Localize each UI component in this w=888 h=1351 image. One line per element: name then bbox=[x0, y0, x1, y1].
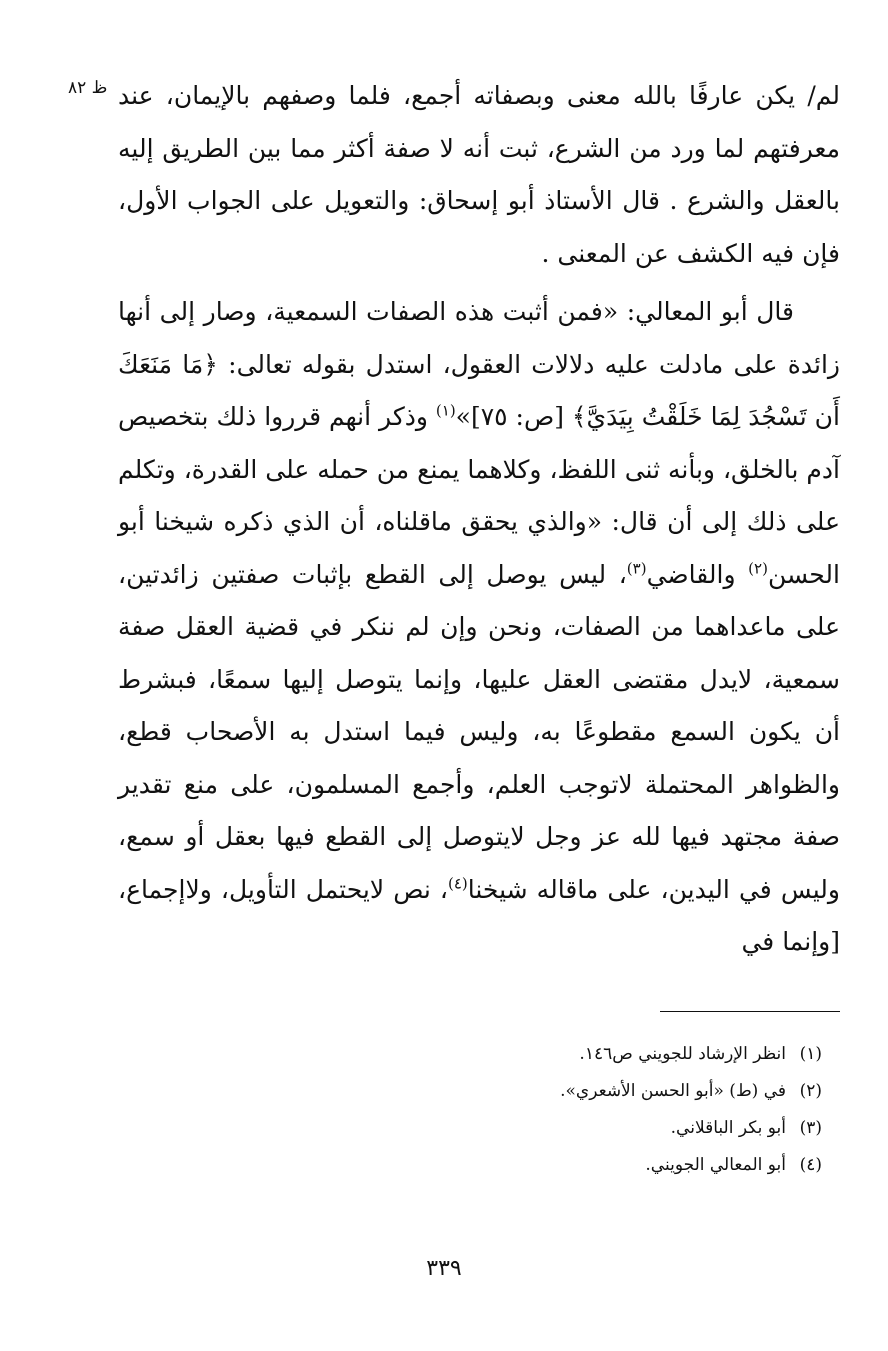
footnote-text: انظر الإرشاد للجويني ص١٤٦. bbox=[579, 1044, 786, 1064]
footnote-number: (٢) bbox=[799, 1081, 822, 1101]
footnote-ref-1[interactable]: (١) bbox=[435, 401, 456, 420]
margin-reference: ظ ٨٢ bbox=[68, 78, 108, 98]
footnote-3 bbox=[182, 1110, 822, 1147]
footnote-divider bbox=[660, 1011, 840, 1012]
main-text bbox=[118, 70, 840, 969]
footnote-number: (١) bbox=[799, 1044, 822, 1064]
footnotes-list bbox=[182, 1036, 822, 1184]
footnote-ref-4[interactable]: (٤) bbox=[447, 874, 468, 893]
footnote-number: (٤) bbox=[799, 1155, 822, 1175]
paragraph-1: لم/ يكن عارفًا بالله معنى وبصفاته أجمع، فلما وصفهم بالإيمان، عند معرفتهم لما ورد من الشرع، ثبت أنه لا صفة أكثر مما بين الطريق إليه بالعقل والشرع . قال الأستاذ أبو إسحاق: والتعويل على الجواب الأول، فإن فيه الكشف عن المعنى . bbox=[118, 81, 840, 268]
paragraph-2-part-3: والقاضي bbox=[646, 559, 749, 589]
footnote-4 bbox=[182, 1147, 822, 1184]
paragraph-2-part-4: ، ليس يوصل إلى القطع بإثبات صفتين زائدتين، على ماعداهما من الصفات، ونحن وإن لم ننكر في قضية العقل صفة سمعية، لايدل مقتضى العقل عليها، وإنما يتوصل إليها سمعًا، فبشرط أن يكون السمع مقطوعًا به، وليس فيما استدل به الأصحاب قطع، والظواهر المحتملة لاتوجب العلم، وأجمع المسلمون، على منع تقدير صفة مجتهد فيها لله عز وجل لايتوصل إلى القطع فيها بعقل أو سمع، وليس في اليدين، على ماقاله شيخنا bbox=[118, 559, 840, 904]
paragraph-2 bbox=[118, 286, 840, 969]
paragraph-2-part-1: قال أبو المعالي: «فمن أثبت هذه الصفات السمعية، وصار إلى أنها زائدة على مادلت عليه دلالات العقول، استدل بقوله تعالى: ﴿مَا مَنَعَكَ أَن تَسْجُدَ لِمَا خَلَقْتُ بِيَدَيَّ﴾ [ص: ٧٥]» bbox=[118, 297, 840, 431]
footnote-ref-2[interactable]: (٢) bbox=[748, 559, 768, 578]
footnote-1 bbox=[182, 1036, 822, 1073]
footnote-ref-3[interactable]: (٣) bbox=[626, 559, 647, 578]
paragraph-2-part-2: وذكر أنهم قرروا ذلك بتخصيص آدم بالخلق، وبأنه ثنى اللفظ، وكلاهما يمنع من حمله على القدرة، وتكلم على ذلك إلى أن قال: «والذي يحقق ماقلناه، أن الذي ذكره شيخنا أبو الحسن bbox=[118, 402, 840, 589]
paragraph-2-part-5: ، نص لايحتمل التأويل، ولاإجماع، [وإنما في bbox=[118, 874, 840, 956]
footnote-text: أبو بكر الباقلاني. bbox=[670, 1118, 786, 1138]
footnote-number: (٣) bbox=[799, 1118, 822, 1138]
footnote-text: أبو المعالي الجويني. bbox=[645, 1155, 786, 1175]
page-number: ٣٣٩ bbox=[426, 1256, 462, 1281]
footnote-text: في (ط) «أبو الحسن الأشعري». bbox=[560, 1081, 786, 1101]
footnote-2 bbox=[182, 1073, 822, 1110]
